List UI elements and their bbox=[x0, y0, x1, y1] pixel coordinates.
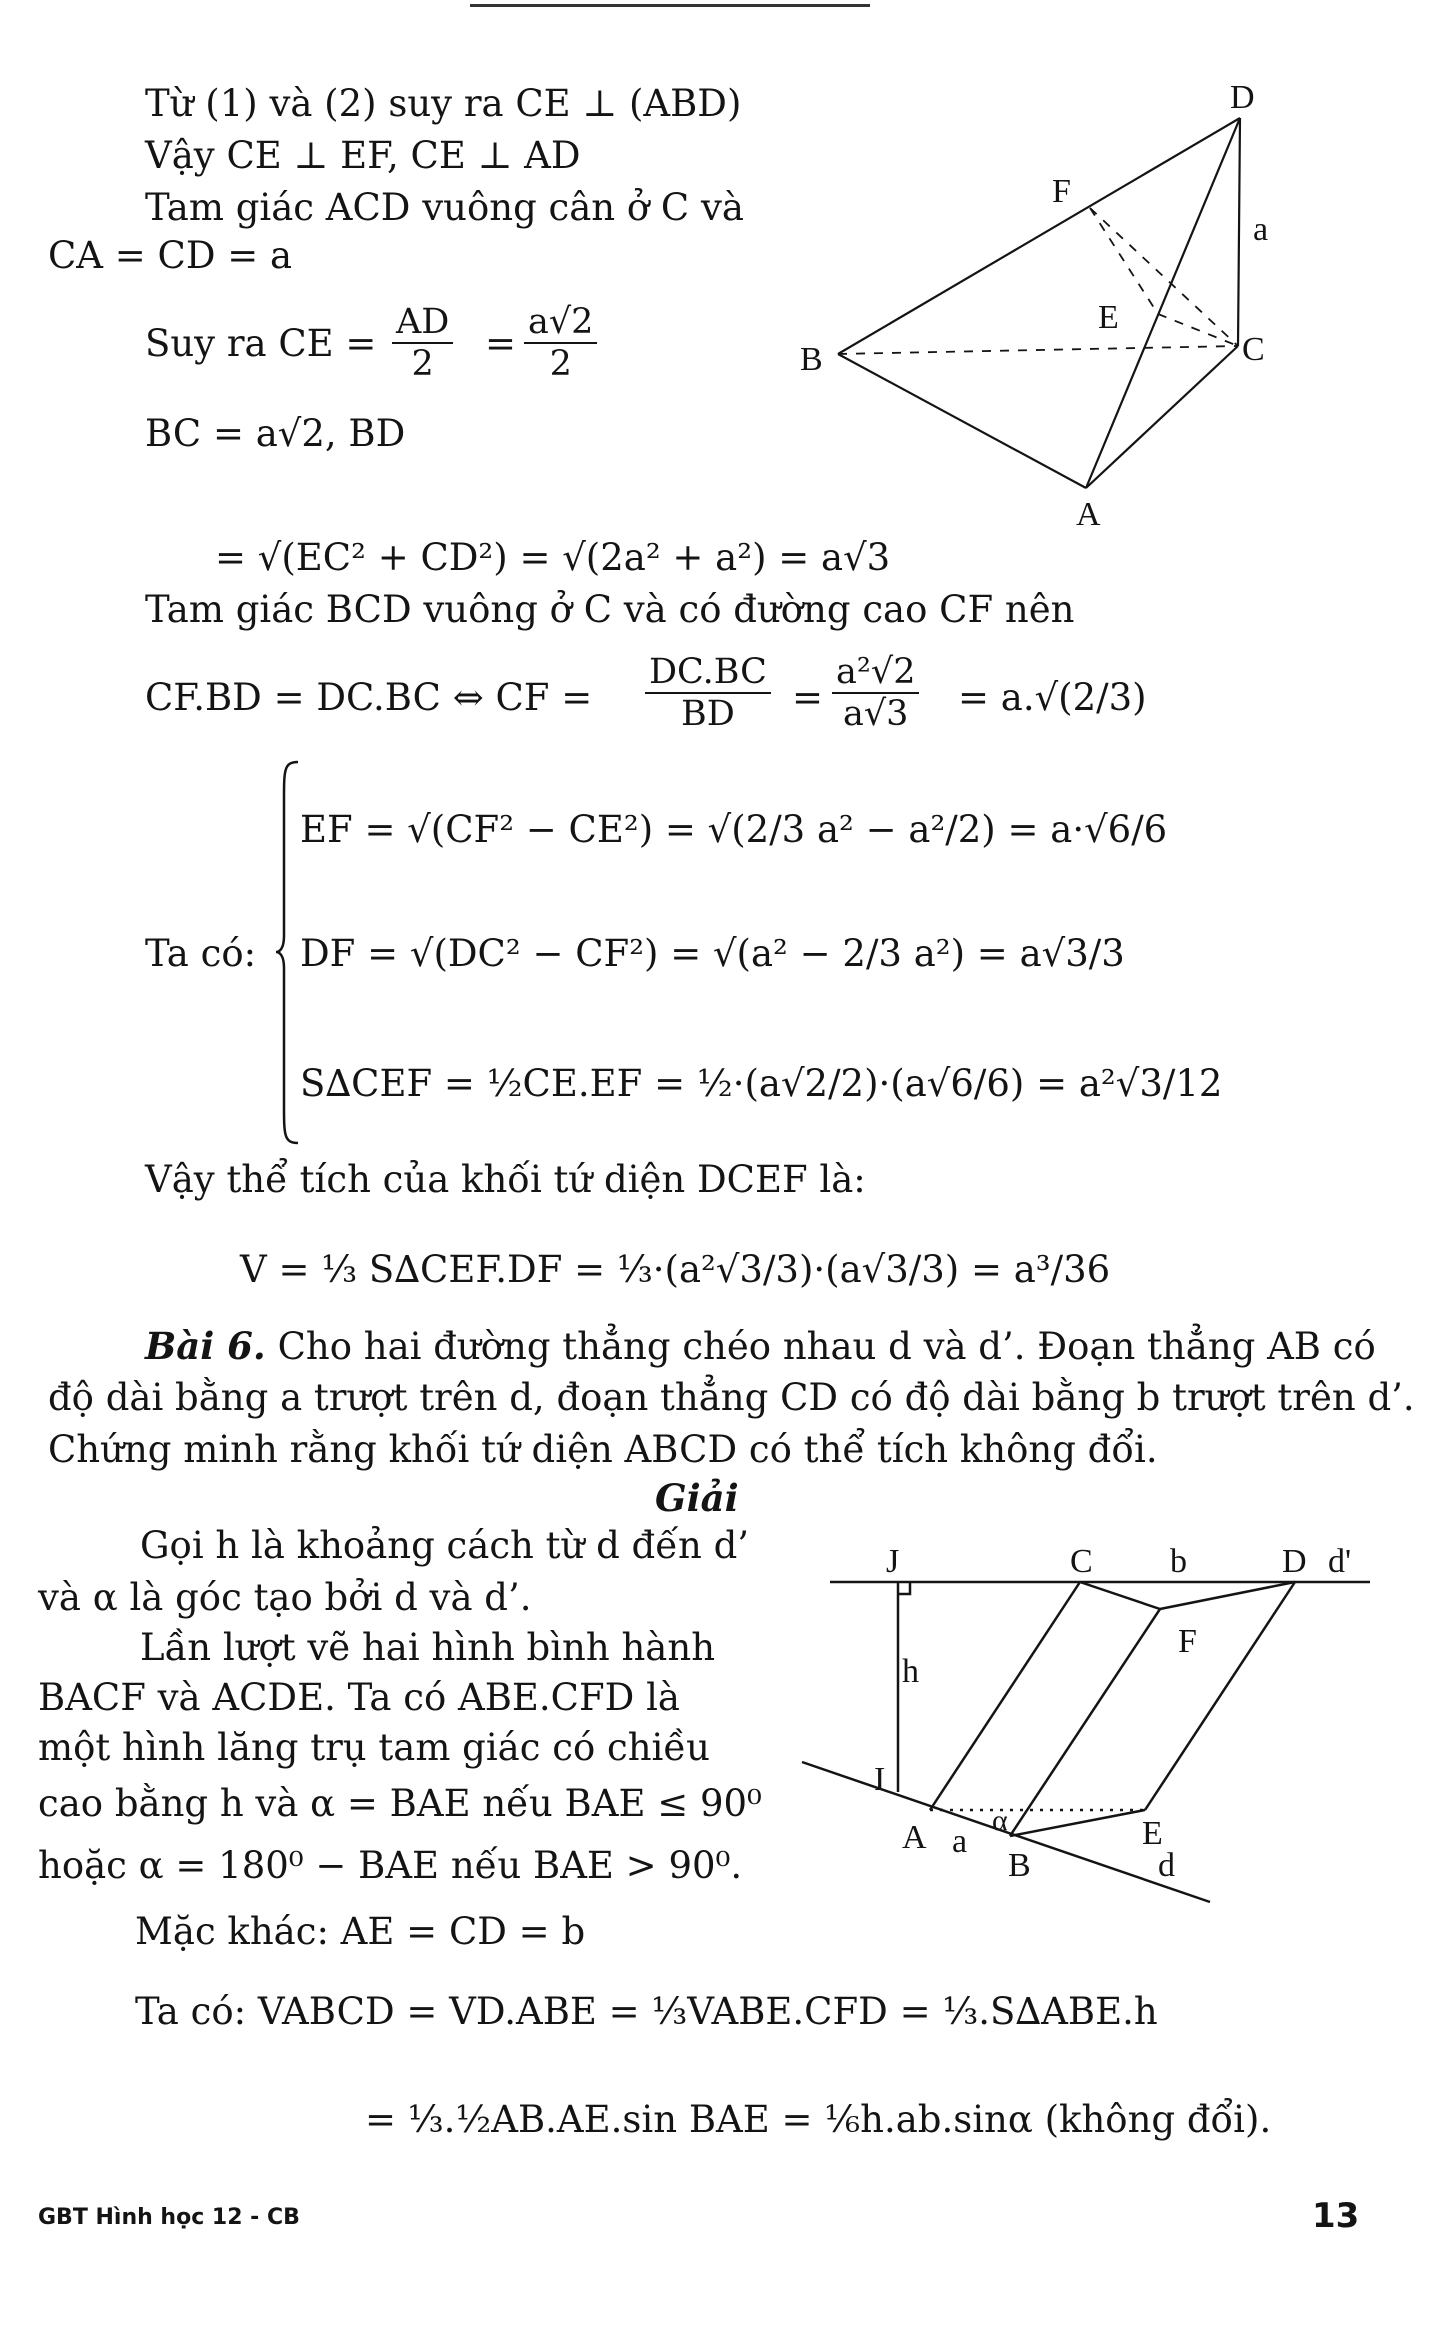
segment-be bbox=[1010, 1810, 1145, 1836]
ef-line: EF = √(CF² − CE²) = √(2/3 a² − a²/2) = a·√6/6 bbox=[300, 808, 1168, 851]
label-f: F bbox=[1052, 173, 1071, 210]
right-angle-mark bbox=[898, 1582, 910, 1594]
volume-formula: V = ⅓ S∆CEF.DF = ⅓·(a²√3/3)·(a√3/3) = a³/36 bbox=[240, 1248, 1111, 1291]
footer-book-title: GBT Hình học 12 - CB bbox=[38, 2205, 300, 2230]
text-line: Gọi h là khoảng cách từ d đến d’ bbox=[140, 1524, 750, 1567]
s-line: S∆CEF = ½CE.EF = ½·(a√2/2)·(a√6/6) = a²√3/12 bbox=[300, 1062, 1223, 1105]
label-c: C bbox=[1242, 331, 1265, 368]
label-a: A bbox=[1076, 496, 1101, 533]
fraction: $\frac{DC.BC}{BD}$ bbox=[645, 652, 771, 734]
label-a: A bbox=[902, 1819, 927, 1856]
problem-label: Bài 6. bbox=[145, 1324, 266, 1368]
prism-figure bbox=[790, 1530, 1390, 1930]
cf-suffix: = a.√(2/3) bbox=[958, 676, 1147, 719]
edge-ac bbox=[1086, 346, 1238, 488]
label-c: C bbox=[1070, 1543, 1093, 1580]
text-line: Tam giác BCD vuông ở C và có đường cao CF nên bbox=[145, 588, 1075, 631]
label-d: D bbox=[1282, 1543, 1307, 1580]
page-number: 13 bbox=[1312, 2196, 1360, 2236]
label-e: E bbox=[1098, 299, 1119, 336]
label-b: B bbox=[800, 341, 823, 378]
text-line: = ⅓.½AB.AE.sin BAE = ⅙h.ab.sinα (không đổi). bbox=[365, 2098, 1272, 2141]
label-d: D bbox=[1230, 79, 1255, 116]
segment-de bbox=[1145, 1582, 1295, 1810]
fraction: $\frac{a√2}{2}$ bbox=[524, 302, 597, 384]
label-a-length: a bbox=[952, 1823, 968, 1860]
df-line: DF = √(DC² − CF²) = √(a² − 2/3 a²) = a√3/3 bbox=[300, 932, 1125, 975]
text-line: Từ (1) và (2) suy ra CE ⊥ (ABD) bbox=[145, 82, 742, 125]
label-alpha: α bbox=[992, 1804, 1008, 1837]
edge-ba bbox=[838, 354, 1086, 488]
ce-prefix: Suy ra CE = bbox=[145, 322, 377, 365]
edge-dc bbox=[1238, 118, 1240, 346]
text-line: Tam giác ACD vuông cân ở C và bbox=[145, 186, 744, 229]
segment-ec bbox=[1158, 314, 1238, 346]
text-line: CA = CD = a bbox=[48, 234, 293, 277]
text-line: Vậy thể tích của khối tứ diện DCEF là: bbox=[145, 1158, 866, 1201]
label-b: b bbox=[1170, 1543, 1187, 1580]
label-a-edge: a bbox=[1253, 211, 1269, 248]
text-line: cao bằng h và α = BAE nếu BAE ≤ 90⁰ bbox=[38, 1782, 762, 1825]
text-line: độ dài bằng a trượt trên d, đoạn thẳng CD có độ dài bằng b trượt trên d’. bbox=[48, 1376, 1415, 1419]
system-label: Ta có: bbox=[145, 932, 257, 975]
label-i: I bbox=[874, 1761, 886, 1798]
label-b-point: B bbox=[1008, 1847, 1031, 1884]
fraction: $\frac{\text{a²√2}}{a√3}$ bbox=[832, 652, 919, 734]
text-line: Chứng minh rằng khối tứ diện ABCD có thể tích không đổi. bbox=[48, 1428, 1158, 1471]
tetrahedron-figure bbox=[790, 70, 1310, 540]
problem-statement: Bài 6. Cho hai đường thẳng chéo nhau d và d’. Đoạn thẳng AB có bbox=[145, 1324, 1376, 1368]
edge-db bbox=[838, 118, 1240, 354]
segment-ac bbox=[930, 1582, 1080, 1810]
cf-prefix: CF.BD = DC.BC ⇔ CF = bbox=[145, 676, 593, 719]
label-j: J bbox=[886, 1543, 900, 1580]
segment-fd bbox=[1160, 1582, 1295, 1609]
segment-bf bbox=[1010, 1609, 1160, 1836]
equals: = bbox=[792, 676, 824, 719]
text-line: BACF và ACDE. Ta có ABE.CFD là bbox=[38, 1676, 680, 1719]
math-line: = √(EC² + CD²) = √(2a² + a²) = a√3 bbox=[215, 536, 891, 579]
segment-cf bbox=[1080, 1582, 1160, 1609]
text-line: hoặc α = 180⁰ − BAE nếu BAE > 90⁰. bbox=[38, 1844, 743, 1887]
text-line: Lần lượt vẽ hai hình bình hành bbox=[140, 1626, 716, 1669]
text-line: một hình lăng trụ tam giác có chiều bbox=[38, 1726, 710, 1769]
system-brace bbox=[276, 760, 300, 1145]
label-line-d: d bbox=[1158, 1847, 1175, 1884]
solution-heading: Giải bbox=[655, 1476, 739, 1520]
top-rule bbox=[470, 4, 870, 7]
text-line: Ta có: VABCD = VD.ABE = ⅓VABE.CFD = ⅓.S∆ABE.h bbox=[135, 1990, 1158, 2033]
label-e: E bbox=[1142, 1815, 1163, 1852]
label-d-prime: d' bbox=[1328, 1543, 1352, 1580]
equals: = bbox=[485, 322, 517, 365]
edge-bc bbox=[838, 346, 1238, 354]
fraction: $\frac{AD}{2}$ bbox=[392, 302, 453, 384]
text-line: và α là góc tạo bởi d và d’. bbox=[38, 1576, 532, 1619]
text-line: BC = a√2, BD bbox=[145, 412, 406, 455]
text-line: Vậy CE ⊥ EF, CE ⊥ AD bbox=[145, 134, 581, 177]
label-h: h bbox=[902, 1653, 919, 1690]
text-line: Mặc khác: AE = CD = b bbox=[135, 1910, 586, 1953]
label-f: F bbox=[1178, 1623, 1197, 1660]
